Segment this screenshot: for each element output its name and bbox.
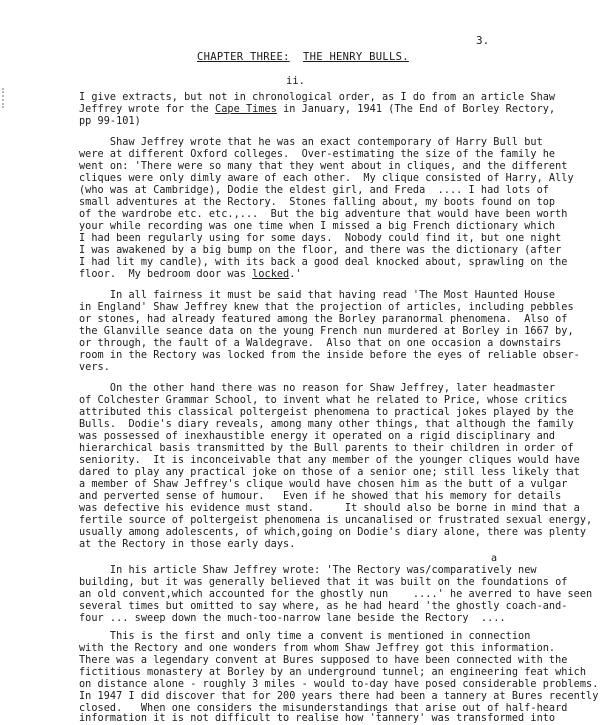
paragraph-4-line-10: and perverted sense of humour. Even if he showed that his memory for details — [79, 491, 562, 502]
chapter-prefix: CHAPTER THREE: — [197, 51, 290, 63]
paragraph-2-line-12 — [79, 269, 302, 281]
paragraph-6-line-4: fictitious monastery at Borley by an underground tunnel; an engineering feat which — [79, 667, 587, 678]
paragraph-5-line-1: In his article Shaw Jeffrey wrote: 'The Rectory was/comparatively new — [79, 565, 537, 576]
paragraph-6-line-1: This is the first and only time a convent is mentioned in connection — [79, 631, 531, 642]
paragraph-2-line-10: I was awakened by a big bump on the floor, and there was the dictionary (after — [79, 245, 562, 256]
paragraph-3-line-7: vers. — [79, 362, 110, 373]
paragraph-4-line-3: attributed this classical poltergeist phenomena to practical jokes played by the — [79, 407, 574, 418]
paragraph-5-line-4: several times but omitted to say where, as he had heard 'the ghostly coach-and- — [79, 601, 568, 612]
paragraph-5-line-5: four ... sweep down the much-too-narrow lane beside the Rectory .... — [79, 613, 506, 624]
paragraph-2-line-5: (who was at Cambridge), Dodie the eldest girl, and Freda .... I had lots of — [79, 185, 549, 196]
paragraph-2-line-11: I had lit my candle), with its back a good deal knocked about, sprawling on the — [79, 257, 568, 268]
paragraph-2-line-6: small adventures at the Rectory. Stones falling about, my boots found on top — [79, 197, 556, 208]
text-run: floor. My bedroom door was — [79, 269, 253, 280]
paragraph-4-line-7: seniority. It is inconceivable that any member of the younger cliques would have — [79, 455, 580, 466]
paragraph-6-line-3: There was a legendary convent at Bures supposed to have been connected with the — [79, 655, 568, 666]
paragraph-6-line-8: information it is not difficult to realise how 'tannery' was transformed into — [79, 713, 556, 724]
paragraph-4-line-2: of Colchester Grammar School, to invent what he related to Price, whose critics — [79, 395, 568, 406]
paragraph-6-line-5: on distance alone - roughly 3 miles - would to-day have posed considerable problems. — [79, 679, 599, 690]
paragraph-6-line-6: In 1947 I did discover that for 200 years there had been a tannery at Bures recently — [79, 691, 599, 702]
paragraph-3-line-3: or stones, had already featured among the Borley paranormal phenomena. Also of — [79, 314, 568, 325]
chapter-heading — [197, 51, 409, 63]
page-number: 3. — [476, 34, 490, 47]
paragraph-5-line-3: an old convent,which accounted for the ghostly nun ....' he averred to have seen — [79, 589, 593, 600]
paragraph-4-line-4: Bulls. Dodie's diary reveals, among many other things, that although the family — [79, 419, 574, 430]
paragraph-1-line-2 — [79, 104, 555, 116]
paragraph-2-line-9: I had been regularly using for some days. Nobody could find it, but one night — [79, 233, 562, 244]
paragraph-3-line-5: or through, the fault of a Waldegrave. Also that on one occasion a downstairs — [79, 338, 562, 349]
paragraph-3-line-4: the Glanville seance data on the young French nun murdered at Borley in 1667 by, — [79, 326, 574, 337]
paragraph-3-line-6: room in the Rectory was locked from the inside before the eyes of reliable obser- — [79, 350, 580, 361]
paragraph-4-line-9: a member of Shaw Jeffrey's clique would have chosen him as the butt of a vulgar — [79, 479, 568, 490]
paragraph-6-line-7: closed. When one considers the misunderstandings that arise out of half-heard — [79, 703, 568, 714]
locked-underlined: locked — [252, 269, 290, 280]
binder-hole-mark — [2, 88, 14, 108]
section-number: ii. — [286, 75, 305, 87]
paragraph-6-line-2: with the Rectory and one wonders from whom Shaw Jeffrey got this information. — [79, 643, 556, 654]
text-run: Jeffrey wrote for the — [79, 104, 216, 115]
paragraph-4-line-8: dared to play any practical joke on those of a senior one; still less likely that — [79, 467, 580, 478]
paragraph-2-line-4: cliques were only dimly aware of each other. My clique consisted of Harry, Ally — [79, 173, 574, 184]
paragraph-4-line-13: usually among adolescents, of which,going on Dodie's diary alone, there was plenty — [79, 527, 587, 538]
paragraph-3-line-2: in England' Shaw Jeffrey knew that the projection of articles, including pebbles — [79, 302, 574, 313]
paragraph-2-line-7: of the wardrobe etc. etc.,... But the big adventure that would have been worth — [79, 209, 568, 220]
text-run: in January, 1941 (The End of Borley Rectory, — [276, 104, 556, 115]
paragraph-4-line-11: was defective his evidence must stand. It should also be borne in mind that a — [79, 503, 580, 514]
handwritten-insertion-a: a — [491, 553, 498, 564]
paragraph-4-line-5: was possessed of inexhaustible energy it operated on a rigid disciplinary and — [79, 431, 556, 442]
paragraph-2-line-3: went on: 'There were so many that they went about in cliques, and the different — [79, 161, 568, 172]
cape-times-underlined: Cape Times — [215, 104, 277, 115]
paragraph-3-line-1: In all fairness it must be said that having read 'The Most Haunted House — [79, 290, 556, 301]
paragraph-1-line-1: I give extracts, but not in chronological order, as I do from an article Shaw — [79, 92, 556, 103]
paragraph-4-line-12: fertile source of poltergeist phenomena is uncanalised or frustrated sexual energy, — [79, 515, 593, 526]
paragraph-4-line-14: at the Rectory in those early days. — [79, 539, 296, 550]
paragraph-1-line-3: pp 99-101) — [79, 116, 141, 127]
paragraph-2-line-2: were at different Oxford colleges. Over-estimating the size of the family he — [79, 149, 556, 160]
text-run: .' — [289, 269, 302, 280]
paragraph-4-line-6: hierarchical basis transmitted by the Bull parents to their children in order of — [79, 443, 574, 454]
chapter-title: THE HENRY BULLS. — [302, 51, 409, 63]
paragraph-2-line-8: your while recording was one time when I missed a big French dictionary which — [79, 221, 556, 232]
paragraph-2-line-1: Shaw Jeffrey wrote that he was an exact contemporary of Harry Bull but — [79, 137, 543, 148]
paragraph-5-line-2: building, but it was generally believed that it was built on the foundations of — [79, 577, 568, 588]
paragraph-4-line-1: On the other hand there was no reason for Shaw Jeffrey, later headmaster — [79, 383, 556, 394]
